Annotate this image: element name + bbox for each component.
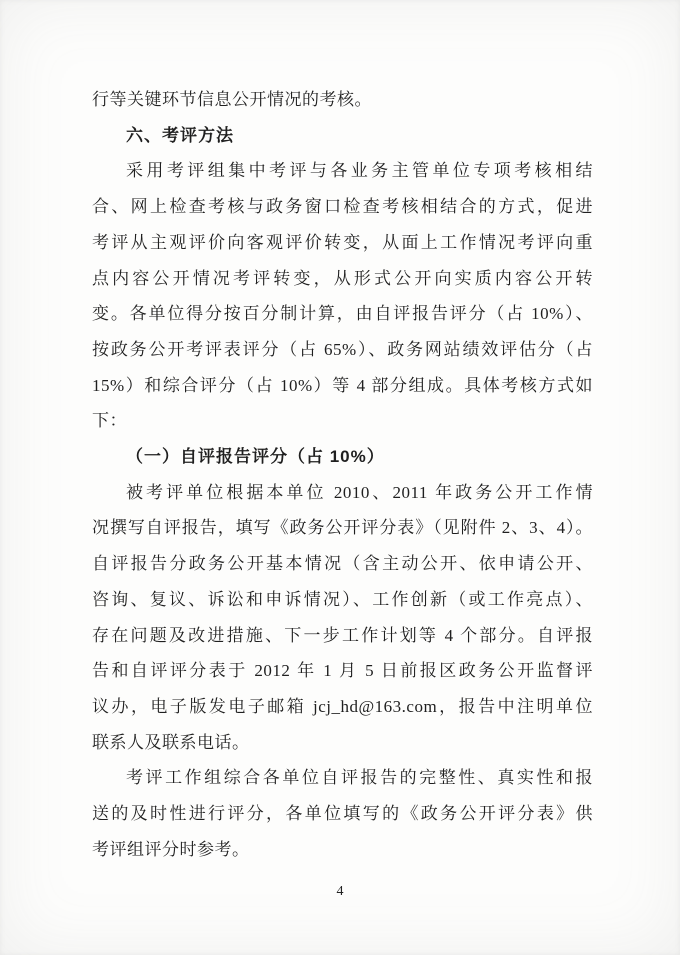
- text-line: 考评从主观评价向客观评价转变，从面上工作情况考评向重: [92, 232, 593, 252]
- text-line: 行等关键环节信息公开情况的考核。: [92, 90, 372, 109]
- text-line: 存在问题及改进措施、下一步工作计划等 4 个部分。自评报: [92, 625, 593, 645]
- text-line: 下：: [92, 411, 127, 431]
- text-line: 送的及时性进行评分，各单位填写的《政务公开评分表》供: [92, 804, 593, 824]
- text-line: 合、网上检查考核与政务窗口检查考核相结合的方式，促进: [92, 197, 593, 217]
- text-line: 采用考评组集中考评与各业务主管单位专项考核相结: [126, 161, 593, 181]
- text-line: 议办，电子版发电子邮箱 jcj_hd@163.com，报告中注明单位: [92, 696, 593, 716]
- text-line: 告和自评评分表于 2012 年 1 月 5 日前报区政务公开监督评: [92, 661, 593, 681]
- text-line: 考评工作组综合各单位自评报告的完整性、真实性和报: [126, 768, 593, 788]
- text-body: [92, 82, 593, 867]
- subsection-heading: （一）自评报告评分（占 10%）: [126, 447, 385, 467]
- text-line: 按政务公开考评表评分（占 65%）、政务网站绩效评估分（占: [92, 339, 593, 359]
- page-number: 4: [336, 884, 344, 899]
- text-line: 15%）和综合评分（占 10%）等 4 部分组成。具体考核方式如: [92, 375, 593, 395]
- text-line: 自评报告分政务公开基本情况（含主动公开、依申请公开、: [92, 554, 593, 574]
- text-line: 况撰写自评报告，填写《政务公开评分表》（见附件 2、3、4）。: [92, 518, 593, 538]
- section-heading: 六、考评方法: [126, 125, 234, 145]
- text-line: 考评组评分时参考。: [92, 839, 250, 859]
- text-line: 联系人及联系电话。: [92, 732, 250, 752]
- text-line: 被考评单位根据本单位 2010、2011 年政务公开工作情: [126, 482, 593, 502]
- text-line: 变。各单位得分按百分制计算，由自评报告评分（占 10%）、: [92, 304, 593, 324]
- text-line: 咨询、复议、诉讼和申诉情况）、工作创新（或工作亮点）、: [92, 589, 593, 609]
- text-line: 点内容公开情况考评转变，从形式公开向实质内容公开转: [92, 268, 593, 288]
